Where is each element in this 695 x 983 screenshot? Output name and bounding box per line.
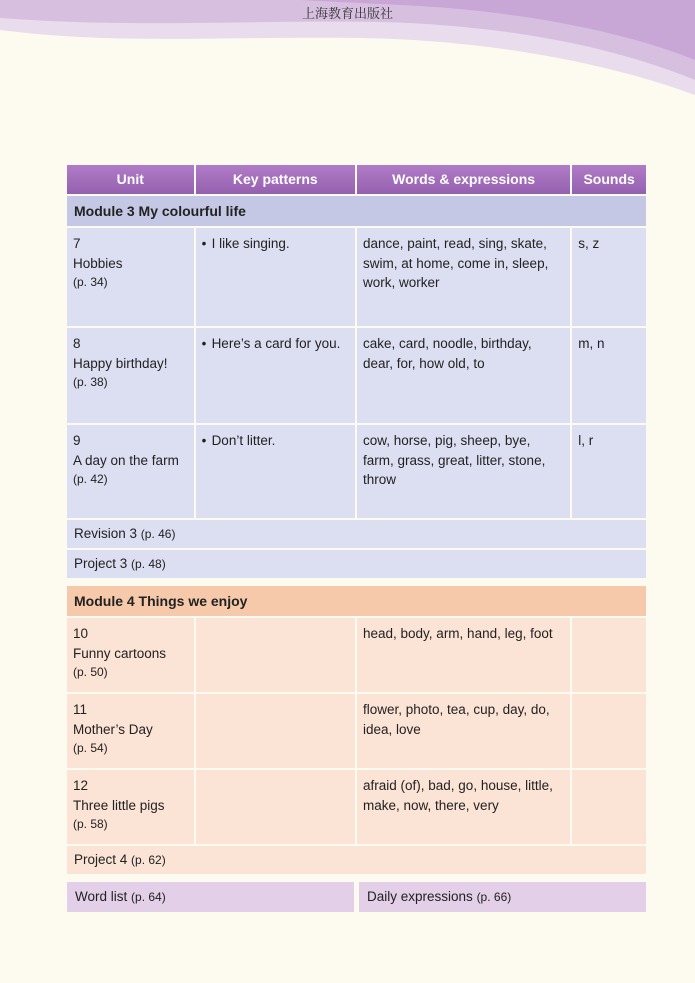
key-pattern-cell bbox=[196, 694, 355, 768]
contents-table bbox=[67, 165, 646, 912]
key-pattern-text: I like singing. bbox=[211, 236, 290, 251]
header-words-expressions: Words & expressions bbox=[357, 165, 570, 194]
unit-page: (p. 38) bbox=[73, 375, 108, 389]
sounds-cell: m, n bbox=[572, 328, 646, 423]
word-list-link[interactable] bbox=[67, 882, 354, 912]
table-row-unit-12 bbox=[67, 770, 646, 844]
project-4-row[interactable] bbox=[67, 846, 646, 874]
sounds-cell: s, z bbox=[572, 228, 646, 326]
daily-expressions-page: (p. 66) bbox=[476, 890, 512, 904]
header-sounds: Sounds bbox=[572, 165, 646, 194]
project-label: Project 4 bbox=[74, 852, 128, 867]
bullet-icon: • bbox=[201, 433, 207, 448]
module-3-title: Module 3 My colourful life bbox=[67, 196, 646, 226]
unit-number: 8 bbox=[73, 336, 81, 351]
project-page: (p. 48) bbox=[131, 557, 166, 571]
sounds-cell: l, r bbox=[572, 425, 646, 518]
unit-number: 9 bbox=[73, 433, 81, 448]
table-row-unit-7 bbox=[67, 228, 646, 326]
publisher-name: 上海教育出版社 bbox=[301, 7, 393, 22]
key-pattern-cell bbox=[196, 228, 355, 326]
revision-label: Revision 3 bbox=[74, 526, 138, 541]
revision-3-row[interactable] bbox=[67, 520, 646, 548]
unit-name: Funny cartoons bbox=[73, 645, 167, 661]
bullet-icon: • bbox=[201, 236, 207, 251]
table-row-unit-10 bbox=[67, 618, 646, 692]
table-row-unit-11 bbox=[67, 694, 646, 768]
word-list-page: (p. 64) bbox=[131, 890, 166, 904]
words-cell: dance, paint, read, sing, skate, swim, at home, come in, sleep, work, worker bbox=[357, 228, 570, 326]
unit-cell[interactable] bbox=[67, 694, 194, 768]
key-pattern-cell bbox=[196, 618, 355, 692]
unit-page: (p. 50) bbox=[73, 665, 108, 679]
words-cell: cow, horse, pig, sheep, bye, farm, grass, great, litter, stone, throw bbox=[357, 425, 570, 518]
unit-name: Three little pigs bbox=[73, 797, 165, 813]
unit-name: Mother’s Day bbox=[73, 721, 153, 737]
table-header bbox=[67, 165, 646, 194]
words-cell: afraid (of), bad, go, house, little, make, now, there, very bbox=[357, 770, 570, 844]
unit-cell[interactable] bbox=[67, 328, 194, 423]
unit-page: (p. 54) bbox=[73, 741, 108, 755]
project-page: (p. 62) bbox=[131, 853, 166, 867]
unit-cell[interactable] bbox=[67, 770, 194, 844]
unit-page: (p. 58) bbox=[73, 817, 108, 831]
daily-expressions-label: Daily expressions bbox=[367, 889, 473, 904]
unit-name: Happy birthday! bbox=[73, 355, 168, 371]
key-pattern-cell bbox=[196, 770, 355, 844]
unit-number: 10 bbox=[73, 626, 89, 641]
unit-cell[interactable] bbox=[67, 425, 194, 518]
unit-number: 7 bbox=[73, 236, 81, 251]
words-cell: head, body, arm, hand, leg, foot bbox=[357, 618, 570, 692]
table-row-unit-8 bbox=[67, 328, 646, 423]
unit-name: Hobbies bbox=[73, 255, 123, 271]
project-3-row[interactable] bbox=[67, 550, 646, 578]
header-unit: Unit bbox=[67, 165, 194, 194]
module-4-title: Module 4 Things we enjoy bbox=[67, 586, 646, 616]
key-pattern-cell bbox=[196, 328, 355, 423]
unit-number: 11 bbox=[73, 702, 88, 717]
words-cell: cake, card, noodle, birthday, dear, for, how old, to bbox=[357, 328, 570, 423]
unit-page: (p. 42) bbox=[73, 472, 108, 486]
unit-name: A day on the farm bbox=[73, 452, 179, 468]
key-pattern-cell bbox=[196, 425, 355, 518]
appendix-links bbox=[67, 882, 646, 912]
header-key-patterns: Key patterns bbox=[196, 165, 355, 194]
sounds-cell bbox=[572, 618, 646, 692]
daily-expressions-link[interactable] bbox=[359, 882, 646, 912]
sounds-cell bbox=[572, 694, 646, 768]
unit-cell[interactable] bbox=[67, 618, 194, 692]
table-row-unit-9 bbox=[67, 425, 646, 518]
bullet-icon: • bbox=[201, 336, 207, 351]
words-cell: flower, photo, tea, cup, day, do, idea, love bbox=[357, 694, 570, 768]
unit-number: 12 bbox=[73, 778, 89, 793]
sounds-cell bbox=[572, 770, 646, 844]
unit-page: (p. 34) bbox=[73, 275, 108, 289]
project-label: Project 3 bbox=[74, 556, 128, 571]
revision-page: (p. 46) bbox=[140, 527, 176, 541]
unit-cell[interactable] bbox=[67, 228, 194, 326]
word-list-label: Word list bbox=[75, 889, 128, 904]
key-pattern-text: Don’t litter. bbox=[211, 433, 276, 448]
key-pattern-text: Here’s a card for you. bbox=[211, 336, 341, 351]
